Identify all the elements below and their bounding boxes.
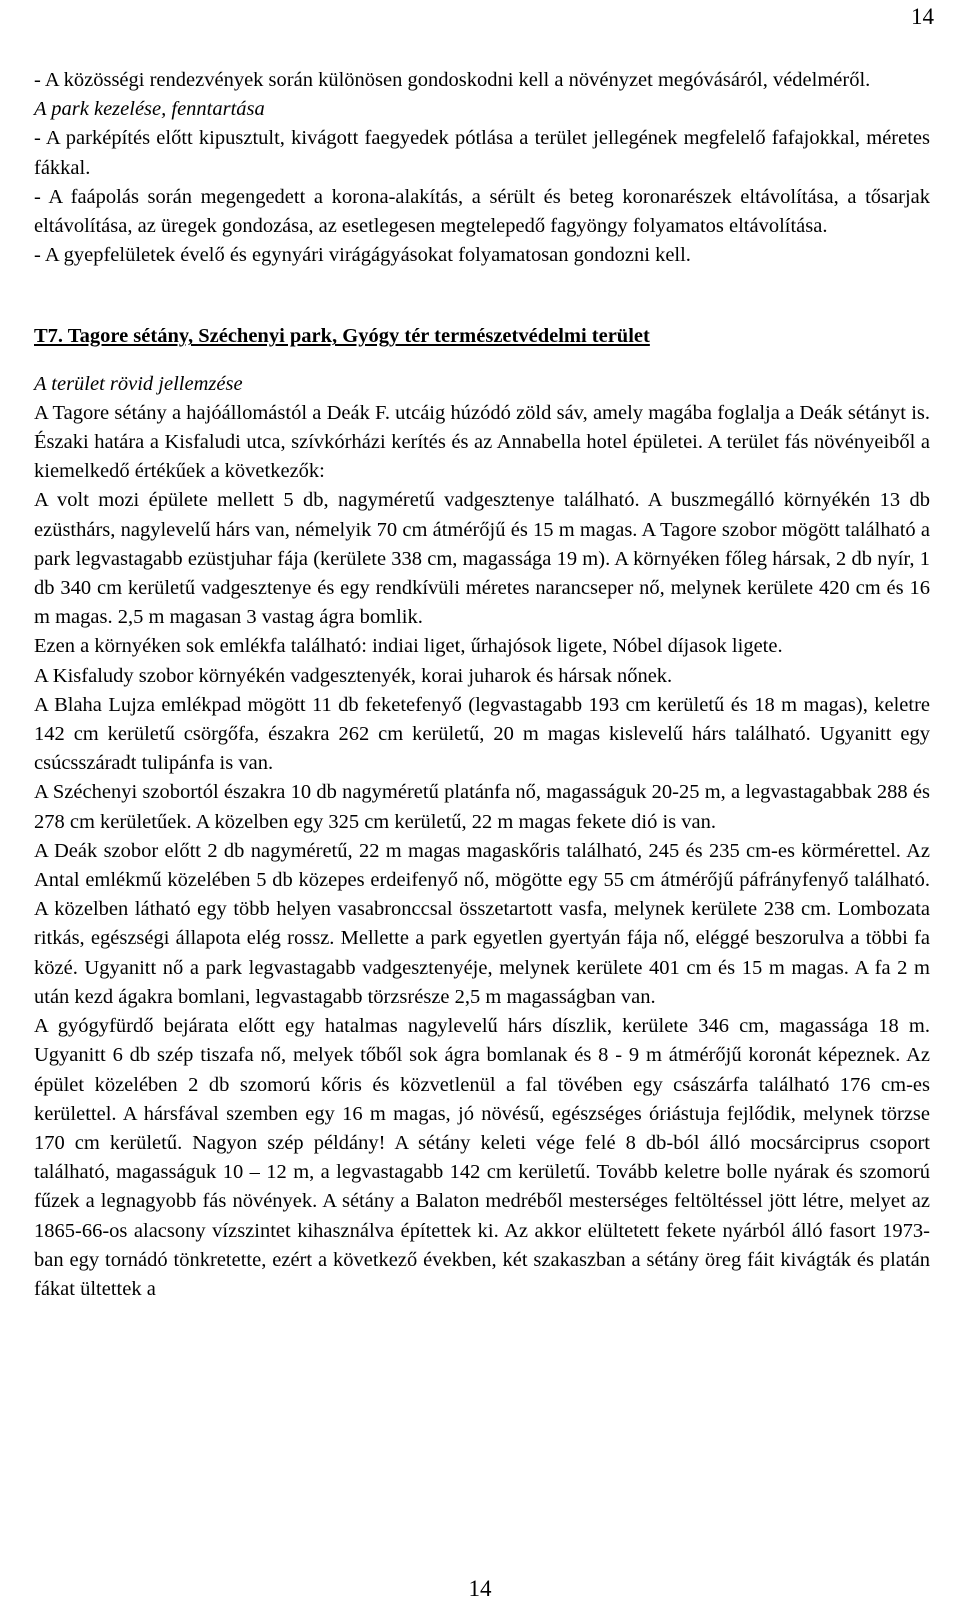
document-body	[34, 66, 930, 1304]
paragraph-memorial-trees: Ezen a környéken sok emlékfa található: indiai liget, űrhajósok ligete, Nóbel díjasok ligete.	[34, 635, 783, 658]
paragraph-tree-care: - A faápolás során megengedett a korona-alakítás, a sérült és beteg koronarészek eltávolítása, a tősarjak eltávolítása, az üregek gondozása, az esetlegesen megtelepedő fagyöngy folyamatos eltávolítása.	[34, 185, 930, 238]
section-gap	[34, 270, 930, 322]
paragraph-area-boundaries: A Tagore sétány a hajóállomástól a Deák F. utcáig húzódó zöld sáv, amely magába foglalja a Deák sétányt is. Északi határa a Kisfaludi utca, szívkórházi kerítés és az Annabella hotel épületei. A terület fás növényeiből a kiemelkedő értékűek a következők:	[34, 401, 930, 483]
heading-gap	[34, 352, 930, 370]
page-number-top: 14	[911, 4, 934, 29]
paragraph-tree-replacement: - A parképítés előtt kipusztult, kivágott faegyedek pótlása a terület jellegének megfelelő fafajokkal, méretes fákkal.	[34, 127, 930, 179]
page-number-bottom: 14	[468, 1576, 492, 1601]
paragraph-szechenyi-statue: A Széchenyi szobortól északra 10 db nagyméretű platánfa nő, magasságuk 20-25 m, a legvastagabbak 288 és 278 cm kerületűek. A közelben egy 325 cm kerületű, 22 m magas fekete dió is van.	[34, 781, 930, 833]
paragraph-blaha-lujza: A Blaha Lujza emlékpad mögött 11 db feketefenyő (legvastagabb 193 cm kerületű és 18 m magas), keletre 142 cm kerületű csörgőfa, északra 262 cm kerületű, 20 m magas kislevelű hárs található. Ugyanitt egy csúcsszáradt tulipánfa is van.	[34, 693, 930, 775]
paragraph-lawn-care: - A gyepfelületek évelő és egynyári virágágyásokat folyamatosan gondozni kell.	[34, 244, 691, 267]
paragraph-chestnuts-lindens: A volt mozi épülete mellett 5 db, nagyméretű vadgesztenye található. A buszmegálló környékén 13 db ezüsthárs, nagylevelű hárs van, némelyik 70 cm átmérőjű és 15 m magas. A Tagore szobor mögött található a park legvastagabb ezüstjuhar fája (kerülete 338 cm, magassága 19 m). A környéken főleg hársak, 2 db nyír, 1 db 340 cm kerületű vadgesztenye és egy rendkívüli méretes narancseper nő, melynek kerülete 420 cm és 16 m magas. 2,5 m magasan 3 vastag ágra bomlik.	[34, 489, 930, 629]
subheading-area-description: A terület rövid jellemzése	[34, 372, 243, 395]
paragraph-kisfaludy-statue: A Kisfaludy szobor környékén vadgesztenyék, korai juharok és hársak nőnek.	[34, 664, 673, 687]
subheading-park-maintenance: A park kezelése, fenntartása	[34, 98, 265, 121]
paragraph-community-events: - A közösségi rendezvények során különösen gondoskodni kell a növényzet megóvásáról, védelméről.	[34, 69, 871, 91]
section-heading-t7: T7. Tagore sétány, Széchenyi park, Gyógy tér természetvédelmi terület	[34, 325, 650, 348]
paragraph-spa-entrance: A gyógyfürdő bejárata előtt egy hatalmas nagylevelű hárs díszlik, kerülete 346 cm, magassága 18 m. Ugyanitt 6 db szép tiszafa nő, melyek tőből sok ágra bomlanak és 8 - 9 m átmérőjű koronát képeznek. Az épület közelében 2 db szomorú kőris és közvetlenül a fal tövében egy császárfa található 176 cm-es kerülettel. A hársfával szemben egy 16 m magas, jó növésű, egészséges óriástuja fejlődik, melynek törzse 170 cm kerületű. Nagyon szép példány! A sétány keleti vége felé 8 db-ból álló mocsárciprus csoport található, magasságuk 10 – 12 m, a legvastagabb 142 cm kerületű. Tovább keletre bolle nyárak és szomorú fűzek a legnagyobb fás növények. A sétány a Balaton medréből mesterséges feltöltéssel jött létre, melyet az 1865-66-os alacsony vízszintet kihasználva építettek ki. Az akkor elültetett fekete nyárból álló fasort 1973-ban egy tornádó tönkretette, ezért a következő években, két szakaszban a sétány öreg fáit kivágták és platán fákat ültettek a	[34, 1015, 930, 1300]
paragraph-deak-statue: A Deák szobor előtt 2 db nagyméretű, 22 m magas magaskőris található, 245 és 235 cm-es körmérettel. Az Antal emlékmű közelében 5 db közepes erdeifenyő nő, mögötte egy 55 cm átmérőjű páfrányfenyő található. A közelben látható egy több helyen vasabronccsal összetartott vasfa, melynek kerülete 238 cm. Lombozata ritkás, egészségi állapota elég rossz. Mellette a park egyetlen gyertyán fája nő, eléggé beszorulva a többi fa közé. Ugyanitt nő a park legvastagabb vadgesztenyéje, melynek kerülete 401 cm és 15 m magas. A fa 2 m után kezd ágakra bomlani, legvastagabb törzsrésze 2,5 m magasságban van.	[34, 839, 930, 1008]
